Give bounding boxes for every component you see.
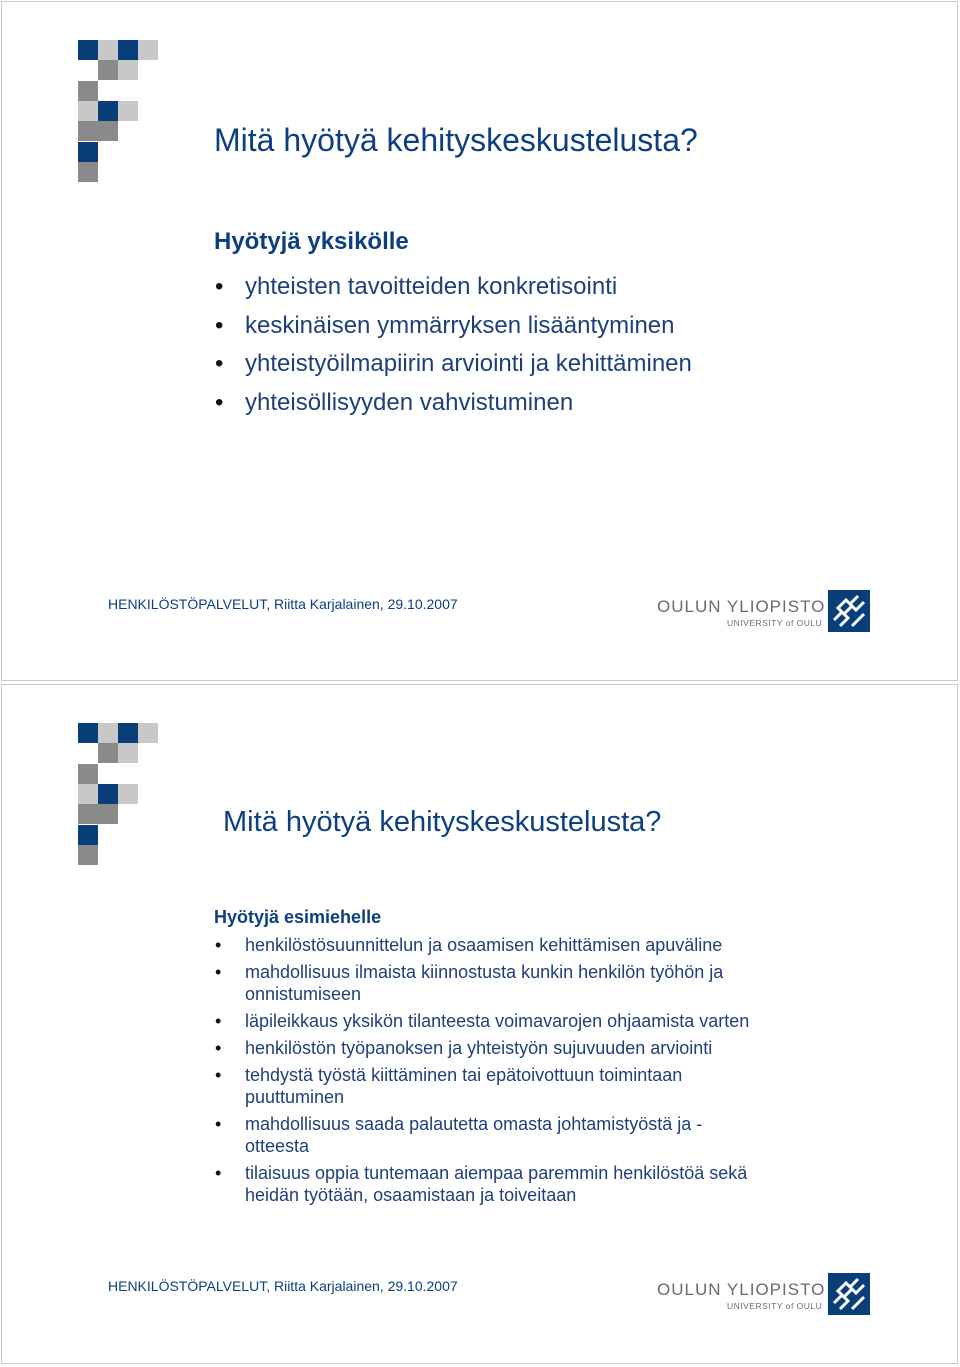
university-subtitle: UNIVERSITY of OULU xyxy=(727,618,823,628)
slide-title: Mitä hyötyä kehityskeskustelusta? xyxy=(214,122,698,158)
slide-title: Mitä hyötyä kehityskeskustelusta? xyxy=(223,806,662,838)
list-item: • yhteisöllisyyden vahvistuminen xyxy=(245,384,865,423)
slide-1 xyxy=(1,1,958,681)
bullet-list xyxy=(245,268,865,422)
university-name: OULUN YLIOPISTO xyxy=(657,1280,826,1299)
section-heading: Hyötyjä esimiehelle xyxy=(214,907,382,927)
list-item: • yhteistyöilmapiirin arviointi ja kehittäminen xyxy=(245,345,865,384)
slide-footer: HENKILÖSTÖPALVELUT, Riitta Karjalainen, 29.10.2007 xyxy=(108,596,458,612)
list-item: • yhteisten tavoitteiden konkretisointi xyxy=(245,268,865,307)
university-logo xyxy=(657,590,872,632)
list-item: • tilaisuus oppia tuntemaan aiempaa paremmin henkilöstöä sekä heidän työtään, osaamistaan ja toiveitaan xyxy=(245,1162,765,1206)
section-heading: Hyötyjä yksikölle xyxy=(214,228,409,255)
list-item: • henkilöstösuunnittelun ja osaamisen kehittämisen apuväline xyxy=(245,934,765,956)
slide-footer: HENKILÖSTÖPALVELUT, Riitta Karjalainen, 29.10.2007 xyxy=(108,1278,458,1294)
university-emblem-icon xyxy=(828,590,870,632)
list-item: • keskinäisen ymmärryksen lisääntyminen xyxy=(245,307,865,346)
checkered-logo-icon xyxy=(78,40,162,184)
list-item: • läpileikkaus yksikön tilanteesta voimavarojen ohjaamista varten xyxy=(245,1010,765,1032)
list-item: • mahdollisuus saada palautetta omasta johtamistyöstä ja -otteesta xyxy=(245,1113,765,1157)
list-item: • tehdystä työstä kiittäminen tai epätoivottuun toimintaan puuttuminen xyxy=(245,1064,765,1108)
university-logo xyxy=(657,1273,872,1315)
university-emblem-icon xyxy=(828,1273,870,1315)
university-subtitle: UNIVERSITY of OULU xyxy=(727,1301,823,1311)
university-name: OULUN YLIOPISTO xyxy=(657,597,826,616)
list-item: • mahdollisuus ilmaista kiinnostusta kunkin henkilön työhön ja onnistumiseen xyxy=(245,961,765,1005)
checkered-logo-icon xyxy=(78,723,162,867)
slide-2 xyxy=(1,684,958,1364)
list-item: • henkilöstön työpanoksen ja yhteistyön sujuvuuden arviointi xyxy=(245,1037,765,1059)
bullet-list xyxy=(245,934,765,1211)
